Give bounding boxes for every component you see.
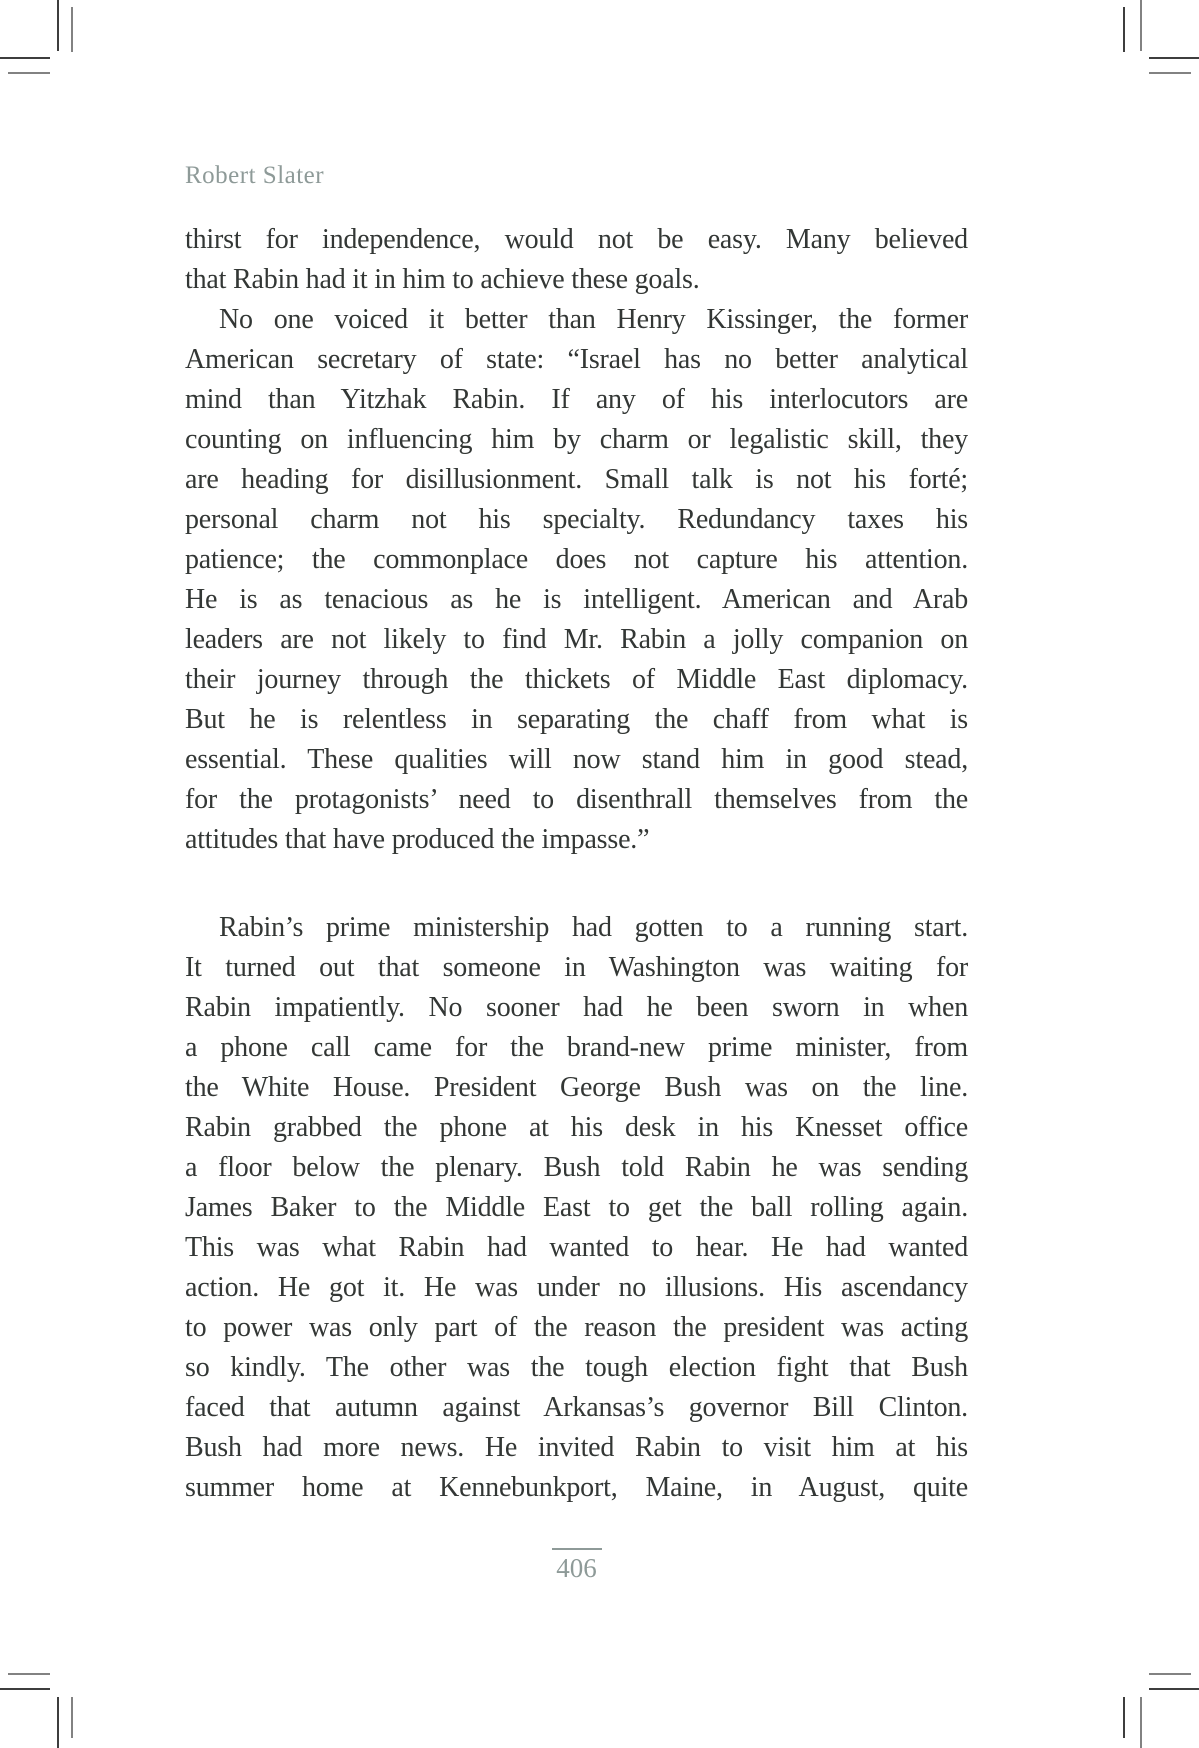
crop-mark-line <box>8 72 50 74</box>
text-line: the White House. President George Bush was on the line. <box>185 1072 968 1103</box>
text-line: Bush had more news. He invited Rabin to visit him at his <box>185 1432 968 1463</box>
text-line: for the protagonists’ need to disenthrall themselves from the <box>185 784 968 815</box>
page-number-rule <box>552 1548 602 1550</box>
running-header: Robert Slater <box>185 162 325 189</box>
text-line: James Baker to the Middle East to get the ball rolling again. <box>185 1192 968 1223</box>
text-line: It turned out that someone in Washington was waiting for <box>185 952 968 983</box>
text-line: so kindly. The other was the tough election fight that Bush <box>185 1352 968 1383</box>
paragraph <box>185 908 968 1508</box>
crop-mark-line <box>71 7 73 52</box>
text-line: patience; the commonplace does not capture his attention. <box>185 544 968 575</box>
paragraph <box>185 300 968 860</box>
text-line: counting on influencing him by charm or legalistic skill, they <box>185 424 968 455</box>
crop-mark-line <box>1149 1673 1191 1675</box>
crop-mark-line <box>8 1673 50 1675</box>
crop-mark-line <box>1123 1697 1125 1738</box>
text-line: summer home at Kennebunkport, Maine, in August, quite <box>185 1472 968 1503</box>
body-text <box>185 220 968 1508</box>
text-line: Rabin impatiently. No sooner had he been sworn in when <box>185 992 968 1023</box>
text-line: Rabin grabbed the phone at his desk in his Knesset office <box>185 1112 968 1143</box>
text-line: a phone call came for the brand-new prime minister, from <box>185 1032 968 1063</box>
paragraph <box>185 220 968 300</box>
text-line: action. He got it. He was under no illusions. His ascendancy <box>185 1272 968 1303</box>
text-line: that Rabin had it in him to achieve these goals. <box>185 264 700 295</box>
crop-mark-line <box>57 0 59 51</box>
page-number-block <box>185 1548 968 1583</box>
text-line: Rabin’s prime ministership had gotten to a running start. <box>219 912 968 943</box>
page-number: 406 <box>556 1553 597 1583</box>
crop-mark-line <box>0 57 50 59</box>
crop-mark-line <box>1149 1688 1199 1690</box>
crop-mark-line <box>57 1697 59 1748</box>
text-line: attitudes that have produced the impasse.” <box>185 824 650 855</box>
text-line: American secretary of state: “Israel has no better analytical <box>185 344 968 375</box>
text-line: But he is relentless in separating the chaff from what is <box>185 704 968 735</box>
crop-mark-line <box>1140 1697 1142 1748</box>
crop-mark-line <box>1149 72 1191 74</box>
text-line: are heading for disillusionment. Small talk is not his forté; <box>185 464 968 495</box>
text-line: to power was only part of the reason the president was acting <box>185 1312 968 1343</box>
text-line: their journey through the thickets of Middle East diplomacy. <box>185 664 968 695</box>
text-line: mind than Yitzhak Rabin. If any of his interlocutors are <box>185 384 968 415</box>
text-line: personal charm not his specialty. Redundancy taxes his <box>185 504 968 535</box>
crop-mark-line <box>1123 7 1125 52</box>
crop-mark-line <box>71 1697 73 1738</box>
text-line: This was what Rabin had wanted to hear. He had wanted <box>185 1232 968 1263</box>
text-line: essential. These qualities will now stand him in good stead, <box>185 744 968 775</box>
text-line: a floor below the plenary. Bush told Rabin he was sending <box>185 1152 968 1183</box>
text-line: thirst for independence, would not be easy. Many believed <box>185 224 968 255</box>
text-line: faced that autumn against Arkansas’s governor Bill Clinton. <box>185 1392 968 1423</box>
text-line: leaders are not likely to find Mr. Rabin a jolly companion on <box>185 624 968 655</box>
crop-mark-line <box>1140 0 1142 51</box>
crop-mark-line <box>0 1688 50 1690</box>
text-line: No one voiced it better than Henry Kissinger, the former <box>219 304 968 335</box>
crop-mark-line <box>1149 57 1199 59</box>
text-line: He is as tenacious as he is intelligent. American and Arab <box>185 584 968 615</box>
